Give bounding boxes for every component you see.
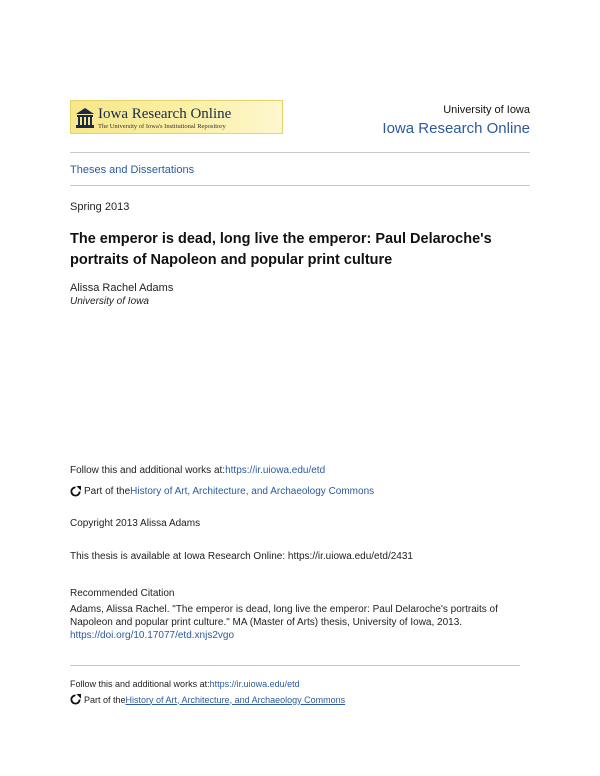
thesis-title: The emperor is dead, long live the emperor: Paul Delaroche's portraits of Napoleon and popular print culture <box>70 231 492 268</box>
citation-block <box>70 603 540 642</box>
publication-date: Spring 2013 <box>70 201 130 213</box>
part-of-label: Part of the <box>84 486 131 497</box>
share-icon <box>70 486 81 497</box>
author-name: Alissa Rachel Adams <box>70 282 174 294</box>
commons-link[interactable]: History of Art, Architecture, and Archaeology Commons <box>130 486 375 497</box>
logo-subtitle: The University of Iowa's Institutional Repository <box>98 123 226 130</box>
university-name: University of Iowa <box>443 104 530 116</box>
follow-label: Follow this and additional works at: <box>70 465 226 476</box>
part-of-line <box>70 486 374 497</box>
divider <box>70 665 520 666</box>
footer-follow-label: Follow this and additional works at: <box>70 679 210 689</box>
footer-follow-line <box>70 679 300 689</box>
footer-part-of-line <box>70 694 345 705</box>
divider <box>70 152 530 153</box>
divider <box>70 185 530 186</box>
citation-text: Adams, Alissa Rachel. "The emperor is dead, long live the emperor: Paul Delaroche's portraits of Napoleon and popular print culture." MA (Master of Arts) thesis, University of Iowa, 2013. <box>70 604 498 628</box>
follow-line <box>70 465 325 476</box>
iowa-research-online-logo[interactable] <box>70 100 283 134</box>
share-icon <box>70 694 81 705</box>
footer-part-of-label: Part of the <box>84 694 126 705</box>
citation-heading: Recommended Citation <box>70 588 175 599</box>
copyright: Copyright 2013 Alissa Adams <box>70 518 201 529</box>
building-icon <box>75 107 95 129</box>
follow-url-link[interactable]: https://ir.uiowa.edu/etd <box>225 465 326 476</box>
repository-link[interactable]: Iowa Research Online <box>382 120 530 137</box>
collection-link[interactable]: Theses and Dissertations <box>70 164 195 176</box>
doi-link[interactable]: https://doi.org/10.17077/etd.xnjs2vgo <box>70 630 235 641</box>
author-affiliation: University of Iowa <box>70 296 149 307</box>
logo-title: Iowa Research Online <box>98 106 232 122</box>
footer-follow-url-link[interactable]: https://ir.uiowa.edu/etd <box>209 679 300 689</box>
availability-statement: This thesis is available at Iowa Research Online: https://ir.uiowa.edu/etd/2431 <box>70 551 413 562</box>
footer-commons-link[interactable]: History of Art, Architecture, and Archaeology Commons <box>125 694 346 705</box>
